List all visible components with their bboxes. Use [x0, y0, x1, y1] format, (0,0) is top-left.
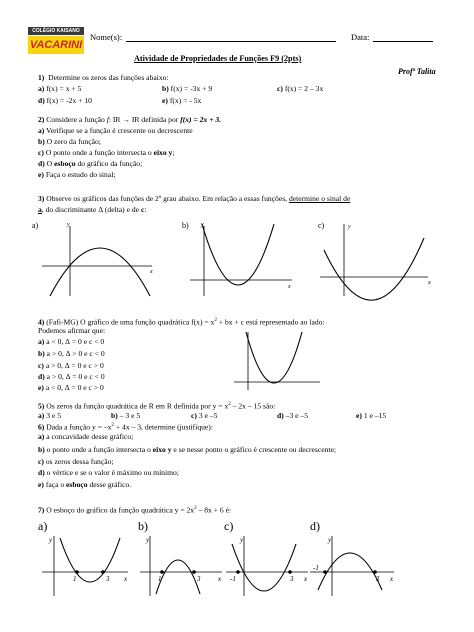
q1-item-d: d) f(x) = -2x + 10: [38, 96, 92, 105]
svg-text:3: 3: [106, 575, 110, 583]
q6-item-c: c) os zeros dessa função;: [38, 457, 114, 466]
q3-statement-line2: a, do discriminante ∆ (delta) e de c:: [38, 205, 147, 214]
q1-item-b: b) f(x) = -3x + 9: [162, 84, 213, 93]
q3-graph-b-tag: b): [182, 221, 189, 230]
svg-text:y: y: [67, 222, 70, 228]
q1-statement: 1) Determine os zeros das funções abaixo:: [38, 73, 169, 82]
q2-item-e: e) Faça o estudo do sinal;: [38, 170, 116, 179]
q3-statement-line1: 3) Observe os gráficos das funções de 2º grau abaixo. Em relação a essas funções, determine o sinal de: [38, 194, 351, 203]
q3-graph-a: [30, 220, 160, 300]
teacher-name: Profª Talita: [398, 67, 436, 76]
school-logo: [28, 27, 84, 55]
date-field[interactable]: [373, 41, 433, 42]
date-label: Data:: [351, 32, 370, 42]
svg-text:3: 3: [197, 575, 201, 583]
svg-text:d): d): [310, 519, 320, 533]
q4-graph: [232, 330, 322, 392]
svg-text:-1: -1: [313, 564, 319, 572]
q7-option-d: [308, 518, 400, 598]
q2-item-d: d) O esboço do gráfico da função;: [38, 159, 143, 168]
q6-item-b: b) o ponto onde a função intersecta o eixo y e se nesse ponto o gráfico é crescente ou decrescente;: [38, 445, 336, 454]
q2-item-c: c) O ponto onde a função intersecta o eixo y;: [38, 148, 175, 157]
svg-text:3: 3: [376, 575, 380, 583]
q4-statement: 4) (Fafi-MG) O gráfico de uma função quadrática $f(x) = x^2$ + bx + c está representado ao lado:: [38, 317, 325, 327]
q1-item-e: e) f(x) = - 5x: [162, 96, 202, 105]
q7-statement: 7) O esboço do gráfico da função quadrática $y = 2x^2 - 8x + 6$ é:: [38, 505, 232, 515]
svg-text:1: 1: [73, 575, 77, 583]
svg-text:a): a): [38, 519, 48, 533]
q1-item-c: c) f(x) = 2 – 3x: [277, 84, 324, 93]
q3-graph-a-tag: a): [32, 221, 39, 230]
q4-option-b: b) a > 0, ∆ > 0 e c < 0: [38, 349, 105, 358]
svg-text:1: 1: [158, 575, 162, 583]
q5-statement: 5) Os zeros da função quadrática de R em R definida por $y = x^2 - 2x - 15$ são:: [38, 401, 276, 411]
q6-item-a: a) a concavidade desse gráfico;: [38, 432, 134, 441]
q5-option-e: e) 1 e –15: [356, 411, 387, 420]
names-field[interactable]: [126, 41, 336, 42]
q3-graph-c-tag: c): [318, 221, 325, 230]
svg-text:x: x: [288, 284, 291, 290]
svg-text:x: x: [390, 575, 394, 583]
svg-text:x: x: [428, 280, 431, 286]
school-logo-name: VACARINI: [29, 39, 83, 51]
q2-item-a: a) Verifique se a função é crescente ou decrescente: [38, 126, 193, 135]
q6-item-d: d) o vértice e se o valor é máximo ou mínimo;: [38, 468, 179, 477]
svg-text:c): c): [224, 519, 234, 533]
q7-option-c: [224, 518, 314, 598]
svg-text:3: 3: [290, 575, 294, 583]
q5-option-a: a) 3 e 5: [38, 411, 61, 420]
q2-item-b: b) O zero da função;: [38, 137, 101, 146]
svg-text:x: x: [150, 269, 153, 275]
svg-text:x: x: [218, 575, 222, 583]
svg-text:y: y: [240, 536, 244, 544]
svg-text:y: y: [201, 222, 204, 228]
q6-item-e: e) faça o esboço desse gráfico.: [38, 480, 132, 489]
q7-option-b: [138, 518, 228, 598]
worksheet-title: Atividade de Propriedades de Funções F9 (2pts): [134, 54, 302, 63]
q7-option-a: [38, 518, 133, 598]
svg-text:x: x: [304, 575, 308, 583]
q1-item-a: a) f(x) = x + 5: [38, 84, 82, 93]
q4-option-a: a) a < 0, ∆ = 0 e c < 0: [38, 337, 105, 346]
svg-text:b): b): [138, 519, 148, 533]
q6-statement: 6) Dada a função $y = -x^2 + 4x - 3$, determine (justifique):: [38, 422, 213, 432]
q4-option-c: c) a > 0, ∆ = 0 e c > 0: [38, 361, 104, 370]
q4-option-e: e) a < 0, ∆ = 0 e c > 0: [38, 383, 104, 392]
svg-text:y: y: [348, 224, 351, 230]
school-logo-top-text: COLÉGIO KAISANO: [32, 28, 80, 34]
svg-text:y: y: [146, 536, 150, 544]
svg-text:y: y: [328, 536, 332, 544]
q5-option-d: d) –3 e –5: [277, 411, 309, 420]
q3-graph-c: [316, 220, 441, 300]
q5-option-b: b) – 3 e 5: [111, 411, 141, 420]
q5-option-c: c) 3 e –5: [191, 411, 218, 420]
q3-graph-b: [180, 220, 300, 300]
svg-text:x: x: [124, 575, 128, 583]
svg-text:y: y: [49, 536, 53, 544]
q2-statement: 2) Considere a função f: IR → IR definida por f(x) = 2x + 3.: [38, 115, 222, 124]
svg-text:-1: -1: [230, 575, 236, 583]
names-label: Nome(s):: [90, 32, 123, 42]
q4-intro: Podemos afirmar que:: [38, 326, 106, 335]
q4-option-d: d) a > 0, ∆ = 0 e c < 0: [38, 372, 105, 381]
